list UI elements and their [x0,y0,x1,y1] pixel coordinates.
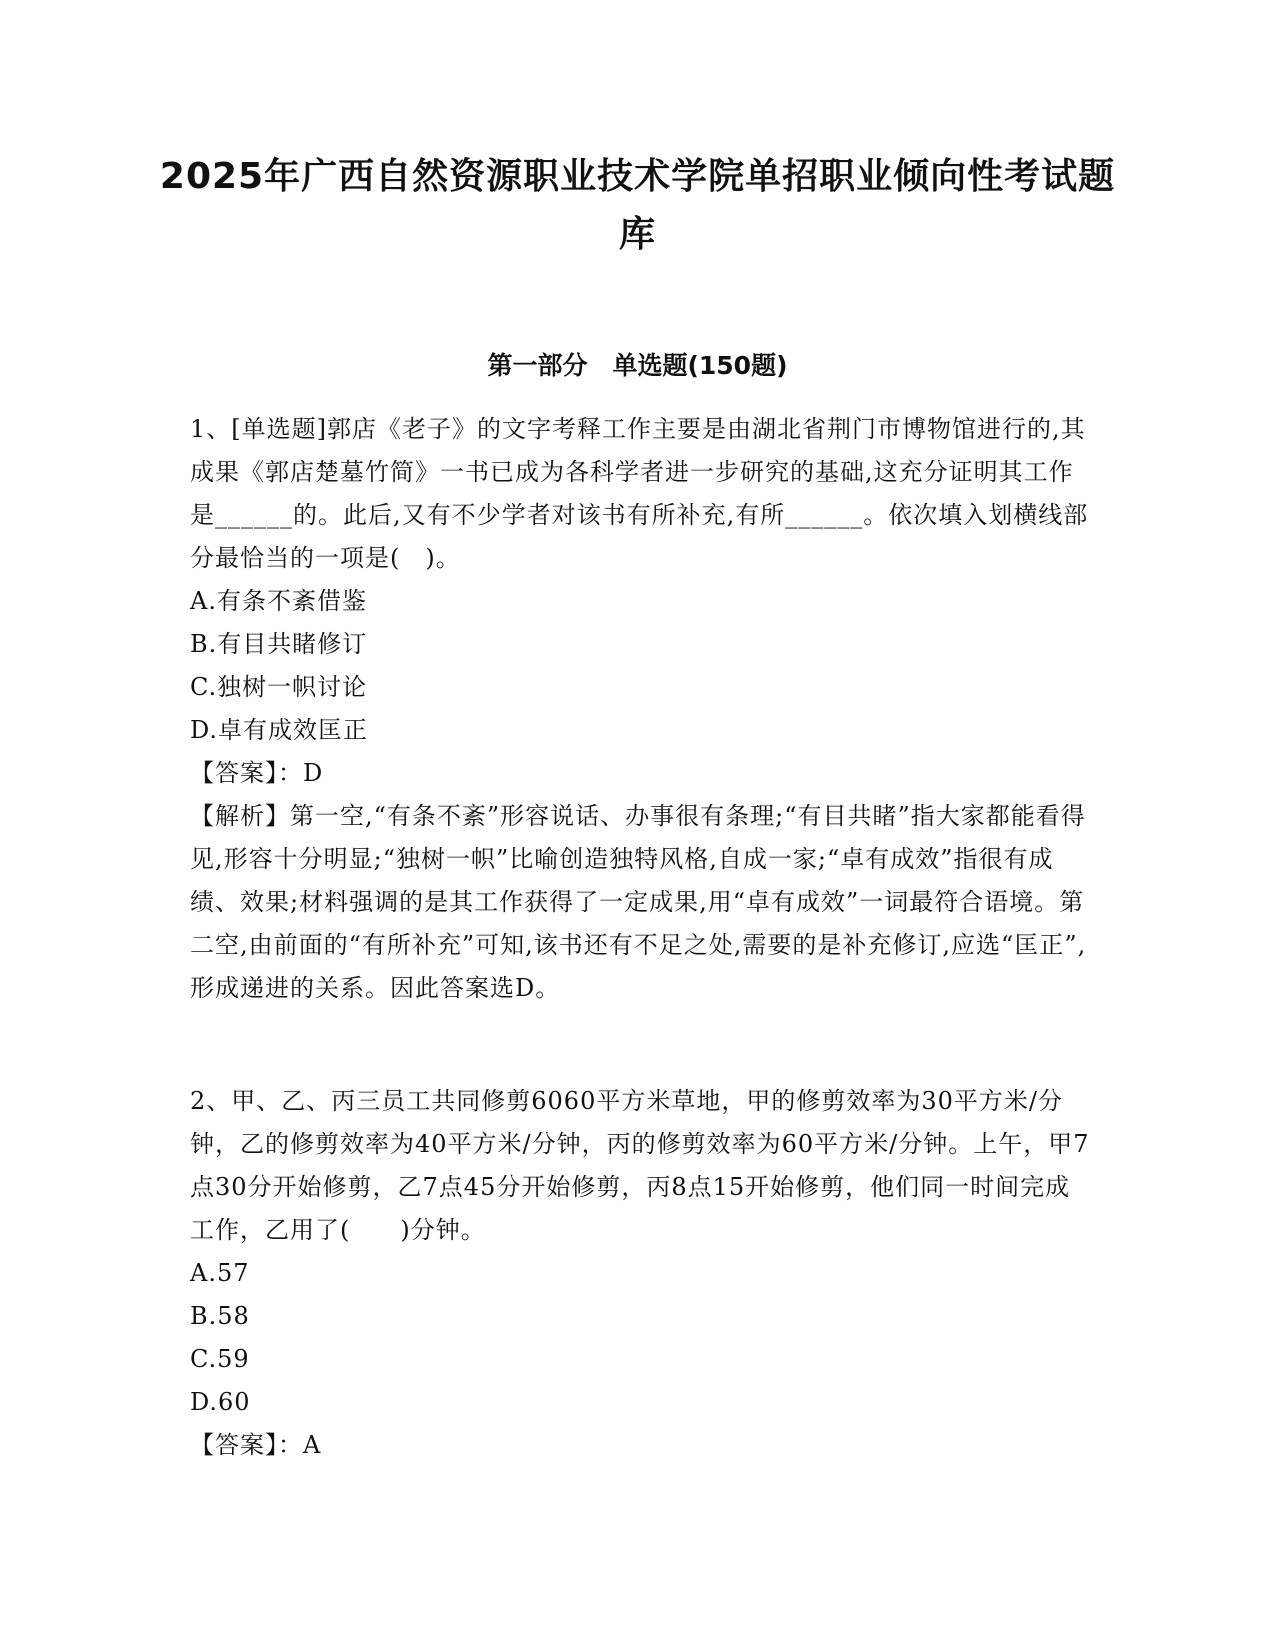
question-2 [190,1080,1090,1467]
question-stem: 2、甲、乙、丙三员工共同修剪6060平方米草地，甲的修剪效率为30平方米/分钟，乙的修剪效率为40平方米/分钟，丙的修剪效率为60平方米/分钟。上午，甲7点30分开始修剪，乙7点45分开始修剪，丙8点15开始修剪，他们同一时间完成工作，乙用了( )分钟。 [190,1087,1090,1244]
option-b: B.58 [190,1302,250,1330]
analysis: 【解析】第一空,“有条不紊”形容说话、办事很有条理;“有目共睹”指大家都能看得见,形容十分明显;“独树一帜”比喻创造独特风格,自成一家;“卓有成效”指很有成绩、效果;材料强调的是其工作获得了一定成果,用“卓有成效”一词最符合语境。第二空,由前面的“有所补充”可知,该书还有不足之处,需要的是补充修订,应选“匡正”,形成递进的关系。因此答案选D。 [190,802,1087,1002]
answer: 【答案】：D [190,759,324,787]
option-c: C.59 [190,1345,250,1373]
option-d: D.卓有成效匡正 [190,716,369,744]
option-b: B.有目共睹修订 [190,630,368,658]
question-stem: 1、[单选题]郭店《老子》的文字考释工作主要是由湖北省荆门市博物馆进行的,其成果《郭店楚墓竹简》一书已成为各科学者进一步研究的基础,这充分证明其工作是______的。此后,又有不少学者对该书有所补充,有所______。依次填入划横线部分最恰当的一项是( )。 [190,415,1089,572]
option-c: C.独树一帜讨论 [190,673,368,701]
option-d: D.60 [190,1388,251,1416]
question-1 [190,408,1090,1010]
answer: 【答案】：A [190,1431,322,1459]
section-heading: 第一部分 单选题(150题) [487,351,788,380]
option-a: A.57 [190,1259,250,1287]
document-title: 2025年广西自然资源职业技术学院单招职业倾向性考试题库 [159,156,1116,255]
option-a: A.有条不紊借鉴 [190,587,367,615]
